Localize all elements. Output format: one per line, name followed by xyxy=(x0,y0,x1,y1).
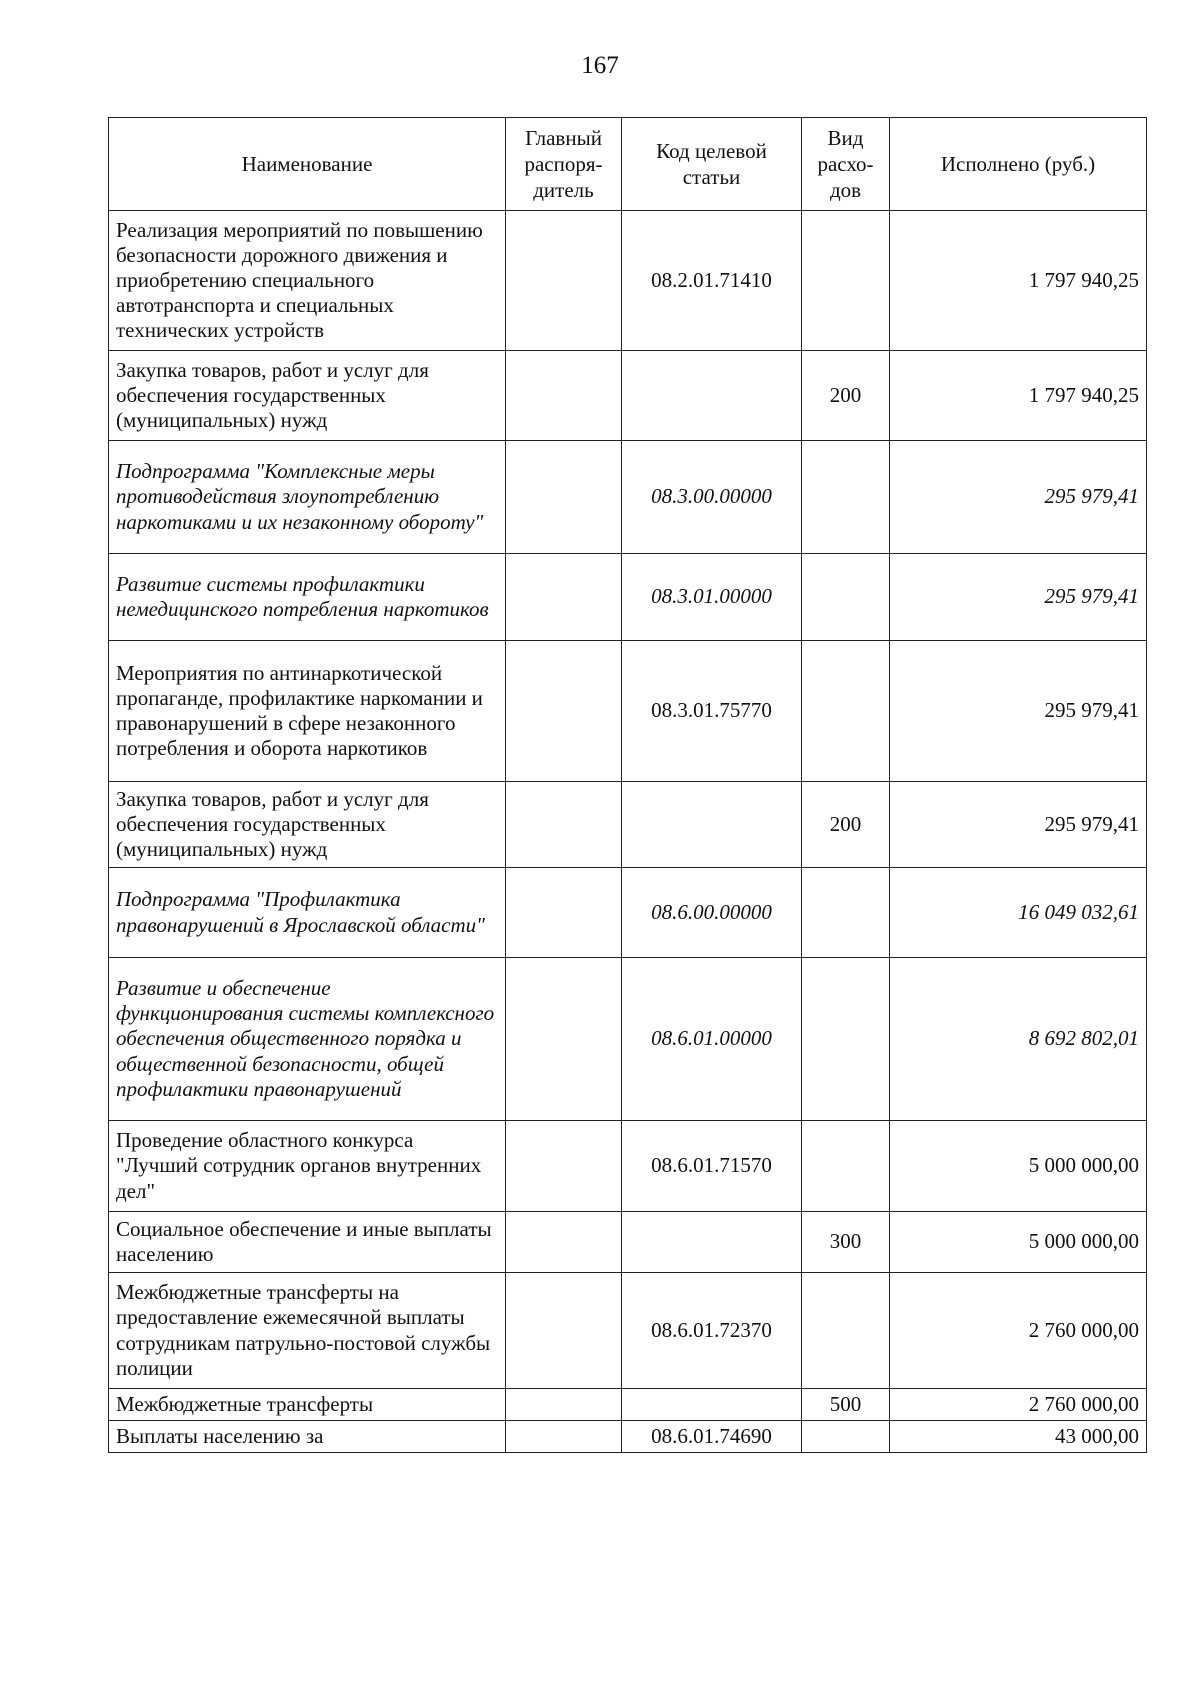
cell-kod: 08.6.01.00000 xyxy=(622,958,802,1121)
cell-name: Закупка товаров, работ и услуг для обеспечения государственных (муниципальных) нужд xyxy=(109,782,506,868)
cell-vid: 300 xyxy=(802,1212,890,1273)
table-row xyxy=(109,1273,1147,1389)
cell-amount: 295 979,41 xyxy=(890,441,1147,554)
cell-kod xyxy=(622,1212,802,1273)
cell-amount: 1 797 940,25 xyxy=(890,351,1147,441)
table-row xyxy=(109,641,1147,782)
cell-glavny xyxy=(506,211,622,351)
cell-kod xyxy=(622,1389,802,1421)
cell-glavny xyxy=(506,958,622,1121)
cell-glavny xyxy=(506,351,622,441)
cell-vid xyxy=(802,554,890,641)
table-row xyxy=(109,554,1147,641)
cell-vid xyxy=(802,211,890,351)
cell-vid xyxy=(802,1273,890,1389)
cell-vid xyxy=(802,958,890,1121)
cell-name: Подпрограмма "Профилактика правонарушений в Ярославской области" xyxy=(109,868,506,958)
cell-name: Выплаты населению за xyxy=(109,1421,506,1453)
cell-amount: 43 000,00 xyxy=(890,1421,1147,1453)
cell-glavny xyxy=(506,441,622,554)
cell-name: Мероприятия по антинаркотической пропаганде, профилактике наркомании и правонарушений в сфере незаконного потребления и оборота наркотиков xyxy=(109,641,506,782)
cell-name: Межбюджетные трансферты xyxy=(109,1389,506,1421)
cell-name: Проведение областного конкурса "Лучший сотрудник органов внутренних дел" xyxy=(109,1121,506,1212)
table-row xyxy=(109,868,1147,958)
cell-vid xyxy=(802,1121,890,1212)
cell-amount: 2 760 000,00 xyxy=(890,1389,1147,1421)
cell-name: Закупка товаров, работ и услуг для обеспечения государственных (муниципальных) нужд xyxy=(109,351,506,441)
cell-amount: 5 000 000,00 xyxy=(890,1121,1147,1212)
cell-amount: 8 692 802,01 xyxy=(890,958,1147,1121)
table-row xyxy=(109,1389,1147,1421)
cell-vid: 200 xyxy=(802,782,890,868)
cell-kod: 08.6.00.00000 xyxy=(622,868,802,958)
cell-name: Социальное обеспечение и иные выплаты населению xyxy=(109,1212,506,1273)
table-row xyxy=(109,1212,1147,1273)
cell-vid: 200 xyxy=(802,351,890,441)
budget-table xyxy=(108,117,1147,1453)
header-vid: Вид расхо-дов xyxy=(802,118,890,211)
cell-name: Реализация мероприятий по повышению безопасности дорожного движения и приобретению специального автотранспорта и специальных технических устройств xyxy=(109,211,506,351)
cell-amount: 16 049 032,61 xyxy=(890,868,1147,958)
cell-kod: 08.3.01.75770 xyxy=(622,641,802,782)
table-row xyxy=(109,1421,1147,1453)
table-row xyxy=(109,782,1147,868)
cell-glavny xyxy=(506,782,622,868)
cell-name: Подпрограмма "Комплексные меры противодействия злоупотреблению наркотиками и их незаконному обороту" xyxy=(109,441,506,554)
cell-vid xyxy=(802,868,890,958)
table-row xyxy=(109,351,1147,441)
header-ispolneno: Исполнено (руб.) xyxy=(890,118,1147,211)
cell-glavny xyxy=(506,1389,622,1421)
cell-amount: 5 000 000,00 xyxy=(890,1212,1147,1273)
table-row xyxy=(109,441,1147,554)
cell-name: Межбюджетные трансферты на предоставление ежемесячной выплаты сотрудникам патрульно-постовой службы полиции xyxy=(109,1273,506,1389)
cell-amount: 1 797 940,25 xyxy=(890,211,1147,351)
header-glavny: Главный распоря-дитель xyxy=(506,118,622,211)
cell-glavny xyxy=(506,1212,622,1273)
cell-vid xyxy=(802,641,890,782)
cell-amount: 2 760 000,00 xyxy=(890,1273,1147,1389)
page-number: 167 xyxy=(581,52,619,79)
cell-name: Развитие и обеспечение функционирования системы комплексного обеспечения общественного порядка и общественной безопасности, общей профилактики правонарушений xyxy=(109,958,506,1121)
table-row xyxy=(109,1121,1147,1212)
cell-kod: 08.3.01.00000 xyxy=(622,554,802,641)
cell-glavny xyxy=(506,641,622,782)
table-row xyxy=(109,211,1147,351)
cell-kod xyxy=(622,351,802,441)
table-header-row xyxy=(109,118,1147,211)
cell-kod: 08.6.01.71570 xyxy=(622,1121,802,1212)
cell-glavny xyxy=(506,1121,622,1212)
header-name: Наименование xyxy=(109,118,506,211)
cell-glavny xyxy=(506,1273,622,1389)
cell-kod xyxy=(622,782,802,868)
cell-glavny xyxy=(506,554,622,641)
cell-glavny xyxy=(506,1421,622,1453)
table-body xyxy=(109,211,1147,1453)
cell-glavny xyxy=(506,868,622,958)
cell-kod: 08.6.01.72370 xyxy=(622,1273,802,1389)
cell-kod: 08.3.00.00000 xyxy=(622,441,802,554)
cell-kod: 08.2.01.71410 xyxy=(622,211,802,351)
cell-amount: 295 979,41 xyxy=(890,554,1147,641)
cell-amount: 295 979,41 xyxy=(890,641,1147,782)
cell-vid xyxy=(802,441,890,554)
cell-name: Развитие системы профилактики немедицинского потребления наркотиков xyxy=(109,554,506,641)
cell-amount: 295 979,41 xyxy=(890,782,1147,868)
cell-vid xyxy=(802,1421,890,1453)
cell-vid: 500 xyxy=(802,1389,890,1421)
table-row xyxy=(109,958,1147,1121)
cell-kod: 08.6.01.74690 xyxy=(622,1421,802,1453)
header-kod: Код целевой статьи xyxy=(622,118,802,211)
